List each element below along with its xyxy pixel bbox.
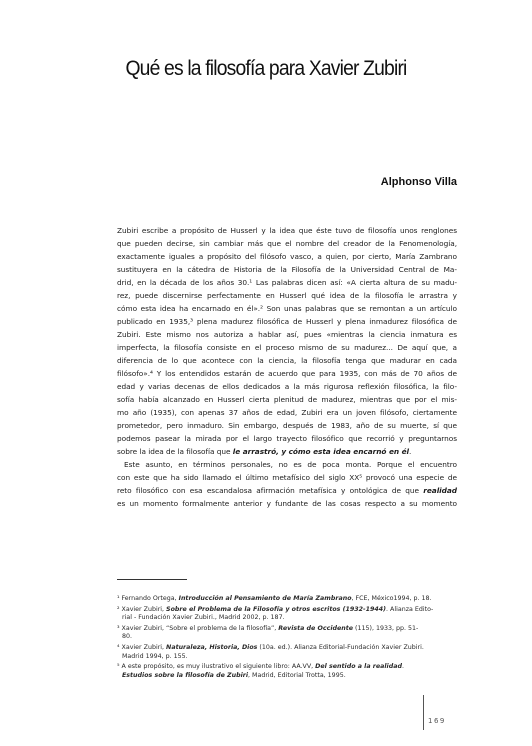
footnote-line	[117, 663, 457, 672]
emphasis-text: Del sentido a la realidad	[315, 663, 402, 671]
text: edad y varias decenas de ellos dedicados a la más rigurosa reflexión filosófica, la filo-	[117, 382, 457, 391]
footnote	[117, 644, 457, 661]
footnote	[117, 625, 457, 642]
text: , Madrid, Editorial Trotta, 1995.	[248, 671, 346, 679]
text: Zubiri. Este mismo nos autoriza a hablar así, pues «mientras la ciencia inmatura es	[117, 330, 457, 339]
text: (115), 1933, pp. 51-	[353, 624, 419, 632]
footnote-line	[117, 595, 457, 604]
text: sobre la idea de la filosofía que	[117, 447, 233, 456]
body-line	[117, 250, 457, 263]
body-line	[117, 497, 457, 510]
text: sustituyera en la cátedra de Historia de la Filosofía de la Universidad Central de Ma-	[117, 265, 457, 274]
footnote-line	[117, 653, 457, 662]
body-line	[117, 302, 457, 315]
body-line	[117, 380, 457, 393]
text: .	[409, 447, 412, 456]
text: Este asunto, en términos personales, no es de poca monta. Porque el encuentro	[124, 460, 457, 469]
emphasis-text: Naturaleza, Historia, Dios	[166, 643, 258, 651]
body-line	[117, 471, 457, 484]
text: , FCE, México1994, p. 18.	[351, 595, 432, 602]
text: drid, en la década de los años 30.¹ Las palabras dicen así: «A cierta altura de su madu-	[117, 278, 457, 287]
text: es un momento formalmente anterior y fundante de las cosas respecto a su momento	[117, 499, 457, 508]
text: ¹ Fernando Ortega,	[117, 595, 179, 602]
body-line	[117, 484, 457, 497]
body-line	[117, 276, 457, 289]
author-name: Alphonso Villa	[380, 176, 457, 188]
body-line	[117, 289, 457, 302]
text: que pueden decirse, sin cambiar más que el nombre del creador de la Fenomenología,	[117, 239, 457, 248]
text: .	[401, 663, 404, 671]
footnote	[117, 663, 457, 680]
body-line	[117, 328, 457, 341]
text: (10a. ed.). Alianza Editorial-Fundación Xavier Zubiri.	[257, 643, 424, 651]
text: con este que ha sido llamado el último metafísico del siglo XX⁵ provocó una especie de	[117, 473, 457, 482]
footnote-line	[117, 672, 457, 681]
text: 80.	[122, 633, 133, 641]
emphasis-text: Sobre el Problema de la Filosofía y otros escritos (1932-1944)	[166, 605, 387, 613]
text: cómo esta idea ha encarnado en él».² Son unas palabras que se remontan a un artículo	[117, 304, 457, 313]
body-line	[117, 432, 457, 445]
text: sofía había alcanzado en Husserl cierta plenitud de madurez, mientras que por el mis-	[117, 395, 457, 404]
footnote	[117, 595, 457, 604]
text: . Alianza Edito-	[386, 605, 434, 613]
footnote-line	[117, 644, 457, 653]
text: filósofo».⁴ Y los entendidos estarán de acuerdo que para 1935, con más de 70 años de	[117, 369, 457, 378]
body-line	[117, 224, 457, 237]
text: rial - Fundación Xavier Zubiri., Madrid 2002, p. 187.	[122, 614, 285, 622]
text: mo año (1935), con apenas 37 años de edad, Zubiri era un joven filósofo, ciertamente	[117, 408, 457, 417]
text: diferencia de lo que acontece con la ciencia, la filosofía tenga que madurar en cada	[117, 356, 457, 365]
page-number: 169	[428, 717, 446, 725]
text: reto filosófico con esa escandalosa afirmación metafísica y ontológica de que	[117, 486, 424, 495]
body-line	[117, 263, 457, 276]
text: publicado en 1935,³ plena madurez filosófica de Husserl y plena inmadurez filosófica de	[117, 317, 457, 326]
body-line	[117, 367, 457, 380]
footnote-line	[117, 625, 457, 634]
text: Madrid 1994, p. 155.	[122, 652, 188, 660]
footnotes	[117, 595, 457, 680]
text: Zubiri escribe a propósito de Husserl y la idea que éste tuvo de filosofía unos renglones	[117, 226, 457, 235]
body-line	[117, 354, 457, 367]
emphasis-text: Revista de Occidente	[278, 624, 354, 632]
text: prometedor, pero inmaduro. Sin embargo, después de 1983, año de su muerte, sí que	[117, 421, 457, 430]
body-line	[117, 419, 457, 432]
footnote-line	[117, 606, 457, 615]
article-body	[117, 224, 457, 510]
body-line	[117, 315, 457, 328]
emphasis-text: realidad	[423, 486, 457, 495]
body-line	[117, 406, 457, 419]
body-line	[117, 237, 457, 250]
page-number-rule	[423, 695, 424, 730]
emphasis-text: Introducción al Pensamiento de María Zambrano	[178, 595, 352, 602]
text: ³ Xavier Zubiri, “Sobre el problema de la filosofía”,	[117, 624, 279, 632]
text: imperfecta, la filosofía consiste en el proceso mismo de su madurez... De aquí que, a	[117, 343, 457, 352]
article-title: Qué es la filosofía para Xavier Zubiri	[125, 57, 407, 80]
emphasis-text: Estudios sobre la filosofía de Zubiri	[122, 671, 249, 679]
footnote-line	[117, 614, 457, 623]
text: podemos pasear la mirada por el largo trayecto filosófico que recorrió y preguntarnos	[117, 434, 457, 443]
body-line	[117, 393, 457, 406]
body-line	[117, 458, 457, 471]
footnote	[117, 606, 457, 623]
emphasis-text: le arrastró, y cómo esta idea encarnó en él	[232, 447, 410, 456]
text: rez, puede discernirse perfectamente en Husserl qué idea de la filosofía le arrastra y	[117, 291, 457, 300]
footnote-separator	[117, 579, 187, 580]
body-line	[117, 445, 457, 458]
body-line	[117, 341, 457, 354]
text: ⁵ A este propósito, es muy ilustrativo el siguiente libro: AA.VV,	[117, 663, 316, 671]
text: ⁴ Xavier Zubiri,	[117, 643, 167, 651]
text: ² Xavier Zubiri,	[117, 605, 167, 613]
footnote-line	[117, 633, 457, 642]
text: exactamente iguales a propósito del filósofo vasco, a quien, por cierto, María Zambrano	[117, 252, 457, 261]
